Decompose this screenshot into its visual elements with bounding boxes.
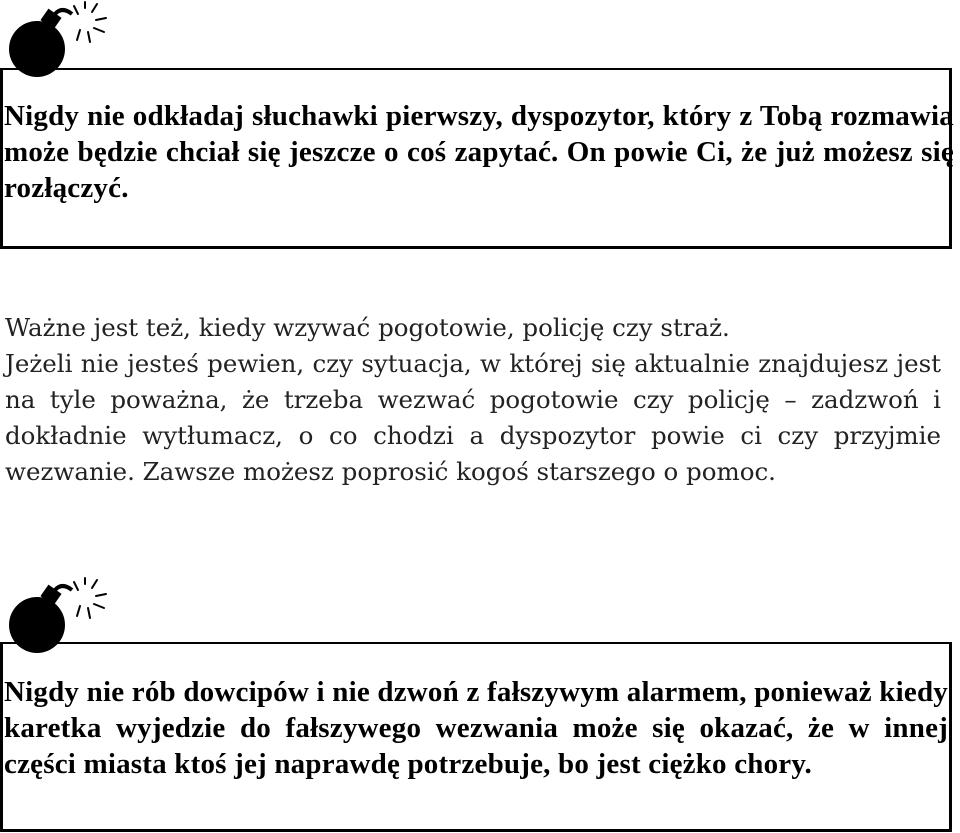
warning-text: Nigdy nie odkładaj słuchawki pierwszy, dyspozytor, który z Tobą rozmawia może będzie chciał się jeszcze o coś zapytać. On powie Ci, że już możesz się rozłączyć. <box>4 100 954 204</box>
warning-text: Nigdy nie rób dowcipów i nie dzwoń z fałszywym alarmem, ponieważ kiedy karetka wyjedzie do fałszywego wezwania może się okazać, że w innej części miasta ktoś jej naprawdę potrzebuje, bo jest ciężko chory. <box>4 676 948 780</box>
info-paragraph: Ważne jest też, kiedy wzywać pogotowie, policję czy straż. <box>5 313 730 342</box>
info-text-block <box>5 310 941 490</box>
info-paragraph: Jeżeli nie jesteś pewien, czy sytuacja, w której się aktualnie znajdujesz jest na tyle poważna, że trzeba wezwać pogotowie czy policję – zadzwoń i dokładnie wytłumacz, o co chodzi a dyspozytor powie ci czy przyjmie wezwanie. Zawsze możesz poprosić kogoś starszego o pomoc. <box>5 349 941 486</box>
